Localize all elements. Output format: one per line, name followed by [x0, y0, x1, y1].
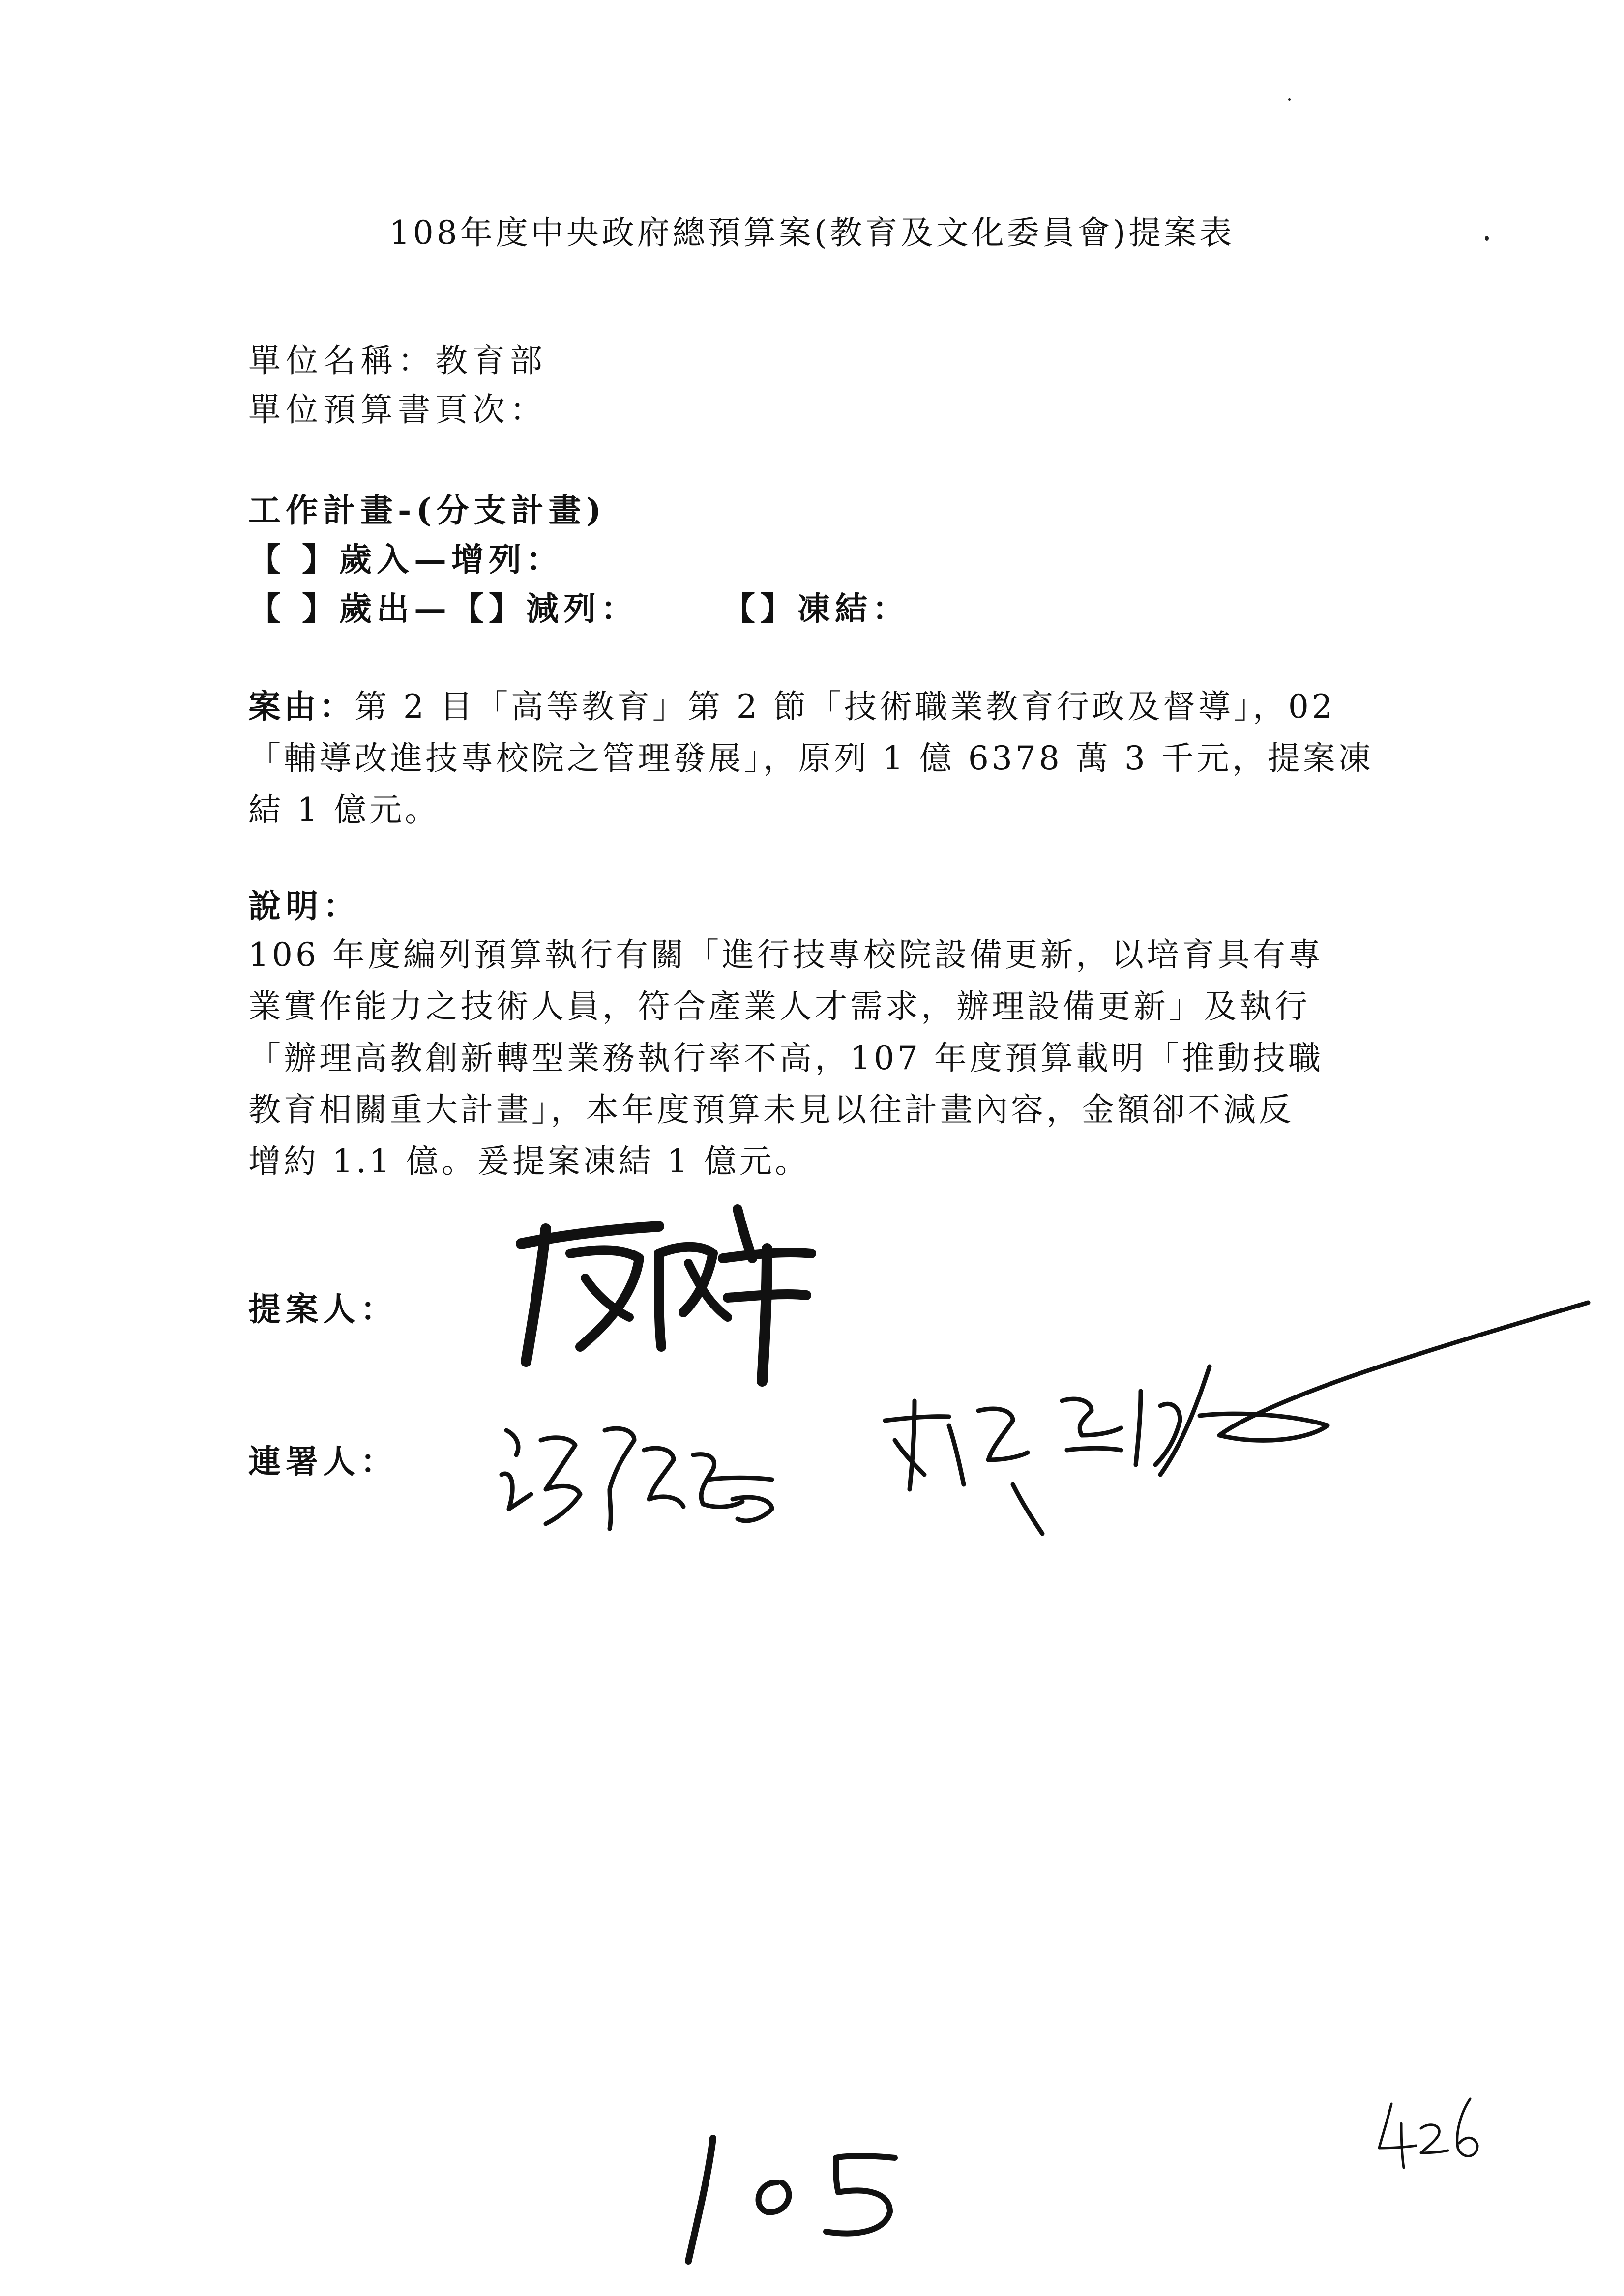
handwritten-corner-number: [1372, 2094, 1485, 2175]
explanation-line: 「辦理高教創新轉型業務執行率不高，107 年度預算載明「推動技職: [248, 1039, 1324, 1077]
explanation-line: 106 年度編列預算執行有關「進行技專校院設備更新，以培育具有專: [248, 936, 1324, 974]
cosigner-label: 連署人：: [248, 1442, 398, 1481]
proposer-signature: [511, 1199, 826, 1388]
explanation-line: 業實作能力之技術人員，符合產業人才需求，辦理設備更新」及執行: [248, 988, 1310, 1025]
case-line: 「輔導改進技專校院之管理發展」，原列 1 億 6378 萬 3 千元，提案凍: [248, 739, 1374, 777]
scan-speck: [1288, 98, 1291, 101]
unit-name: 單位名稱：教育部: [248, 342, 547, 379]
explanation-line: 教育相關重大計畫」，本年度預算未見以往計畫內容，金額卻不減反: [248, 1091, 1294, 1129]
cosigner-signature: [865, 1278, 1603, 1555]
case-line: 第 2 目「高等教育」第 2 節「技術職業教育行政及督導」，02: [354, 688, 1335, 726]
explanation-paragraph: [248, 929, 1374, 1187]
revenue-line: 【 】歲入—增列：: [248, 540, 563, 579]
case-label: 案由：: [248, 687, 354, 726]
unit-budget-page: 單位預算書頁次：: [248, 391, 547, 429]
explanation-line: 增約 1.1 億。爰提案凍結 1 億元。: [248, 1142, 810, 1180]
handwritten-page-number: [679, 2119, 934, 2278]
expenditure-line: 【 】歲出—【】減列：: [248, 589, 638, 628]
document-title: 108年度中央政府總預算案(教育及文化委員會)提案表: [389, 214, 1235, 252]
case-paragraph: [248, 681, 1374, 836]
work-plan: 工作計畫-(分支計畫): [248, 491, 606, 529]
proposer-label: 提案人：: [248, 1290, 398, 1328]
cosigner-signature: [497, 1411, 811, 1540]
case-line: 結 1 億元。: [248, 791, 440, 829]
scan-speck: [1485, 236, 1489, 241]
explanation-label: 說明：: [248, 887, 360, 925]
freeze-line: 【】凍結：: [723, 589, 910, 628]
